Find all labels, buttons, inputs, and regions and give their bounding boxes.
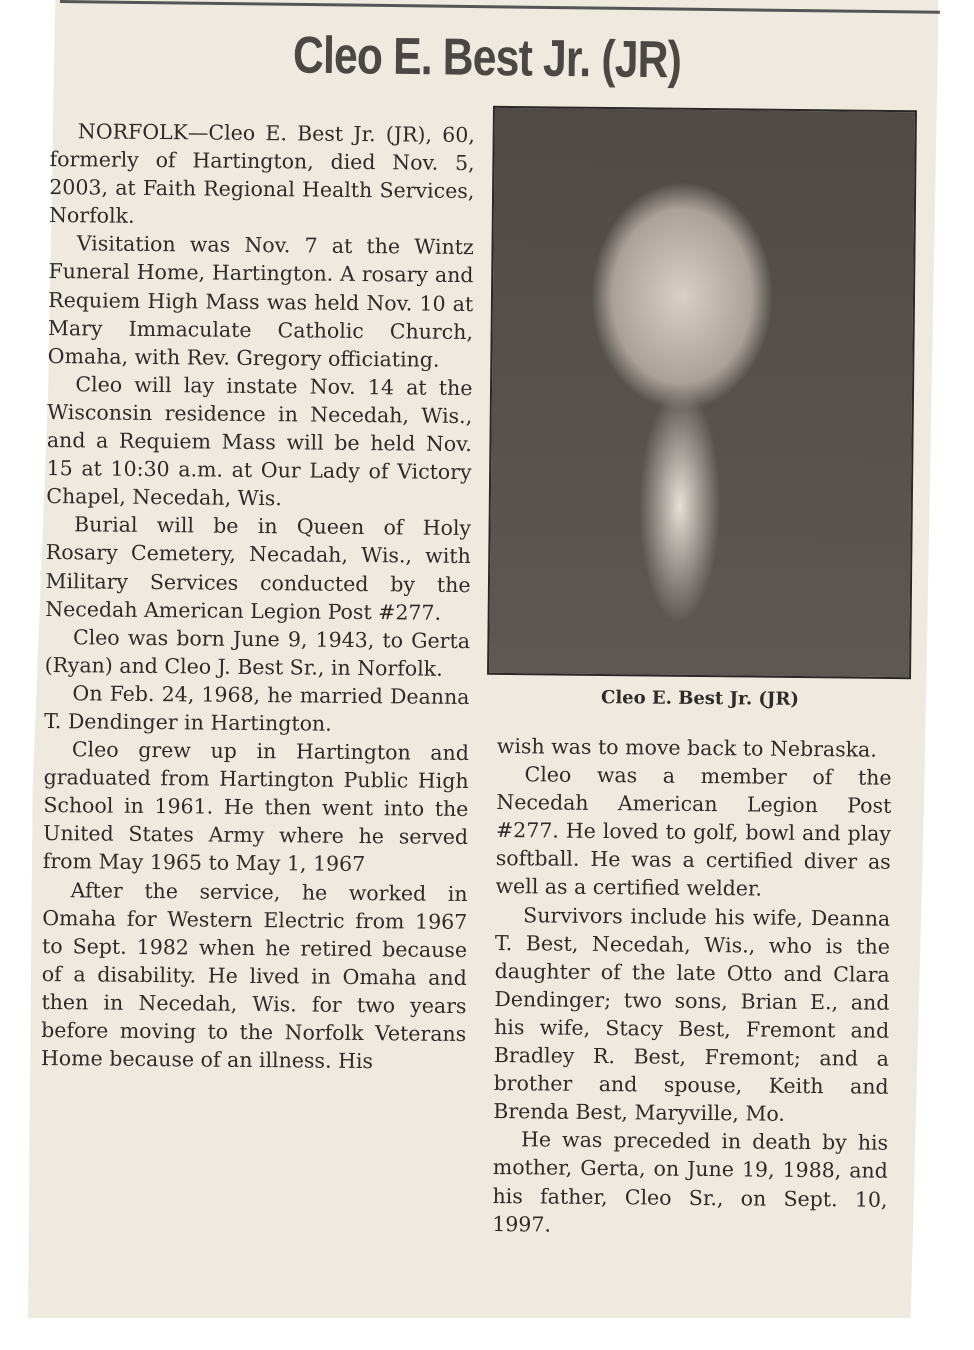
- article-column-right: [492, 732, 892, 1241]
- portrait-photo: [487, 106, 917, 679]
- obituary-headline: Cleo E. Best Jr. (JR): [292, 26, 682, 90]
- article-column-left: [41, 117, 475, 1076]
- paragraph: On Feb. 24, 1968, he married Deanna T. Dendinger in Hartington.: [44, 681, 470, 736]
- photo-caption: Cleo E. Best Jr. (JR): [600, 687, 800, 710]
- paragraph: Visitation was Nov. 7 at the Wintz Funeral Home, Hartington. A rosary and Requiem High Mass was held Nov. 10 at Mary Immaculate Catholic Church, Omaha, with Rev. Gregory officiating.: [47, 231, 474, 372]
- paragraph: Cleo was born June 9, 1943, to Gerta (Ryan) and Cleo J. Best Sr., in Norfolk.: [44, 624, 471, 681]
- paragraph: He was preceded in death by his mother, Gerta, on June 19, 1988, and his father, Cleo Sr., on Sept. 10, 1997.: [492, 1127, 889, 1237]
- paragraph: Burial will be in Queen of Holy Rosary Cemetery, Necadah, Wis., with Military Services conducted by the Necedah American Legion Post #277.: [45, 512, 472, 625]
- paragraph: After the service, he worked in Omaha for Western Electric from 1967 to Sept. 1982 when he retired because of a disability. He lived in Omaha and then in Necedah, Wis. for two years before moving to the Norfolk Veterans Home because of an illness. His: [40, 877, 468, 1074]
- paragraph: Survivors include his wife, Deanna T. Best, Necedah, Wis., who is the daughter of the late Otto and Clara Dendinger; two sons, Brian E., and his wife, Stacy Best, Fremont and Bradley R. Best, Fremont; and a brother and spouse, Keith and Brenda Best, Maryville, Mo.: [493, 902, 891, 1126]
- paragraph: wish was to move back to Nebraska.: [496, 733, 877, 762]
- paragraph: Cleo will lay instate Nov. 14 at the Wisconsin residence in Necedah, Wis., and a Requiem Mass will be held Nov. 15 at 10:30 a.m. at Our Lady of Victory Chapel, Necedah, Wis.: [46, 372, 473, 511]
- paragraph: NORFOLK—Cleo E. Best Jr. (JR), 60, formerly of Hartington, died Nov. 5, 2003, at Faith Regional Health Services, Norfolk.: [48, 119, 475, 229]
- paragraph: Cleo grew up in Hartington and graduated from Hartington Public High School in 1961. He then went into the United States Army where he served from May 1965 to May 1, 1967: [42, 737, 470, 877]
- paragraph: Cleo was a member of the Necedah American Legion Post #277. He loved to golf, bowl and play softball. He was a certified diver as well as a certified welder.: [495, 762, 892, 902]
